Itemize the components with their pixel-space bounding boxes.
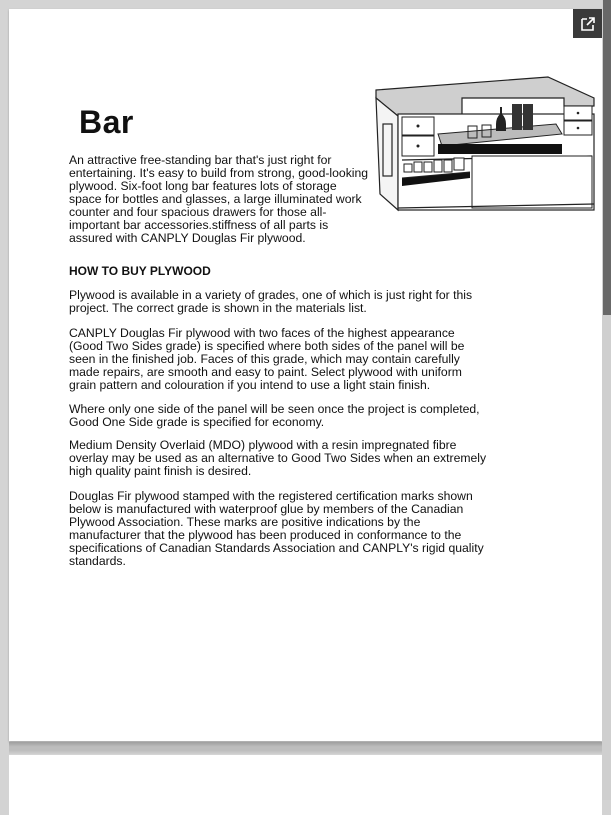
paragraph: CANPLY Douglas Fir plywood with two faces of the highest appearance (Good Two Sides grade) is specified where both sides of the panel will be seen in the finished job. Faces of this grade, which may contain carefully made repairs, are smooth and easy to paint. Select plywood with uniform grain pattern and colouration if you intend to use a light stain finish.	[69, 326, 465, 392]
paragraph: Medium Density Overlaid (MDO) plywood with a resin impregnated fibre overlay may be used as an alternative to Good Two Sides when an extremely high quality paint finish is desired.	[69, 438, 487, 478]
document-title: Bar	[79, 104, 134, 140]
scrollbar-thumb[interactable]	[603, 0, 611, 315]
popout-button[interactable]	[573, 9, 602, 38]
paragraph: Plywood is available in a variety of grades, one of which is just right for this project. The correct grade is shown in the materials list.	[69, 288, 473, 315]
open-in-new-window-icon	[580, 16, 596, 32]
sliding-door	[472, 156, 592, 208]
section-heading: HOW TO BUY PLYWOOD	[69, 264, 211, 278]
page-separator	[9, 742, 602, 754]
scrollbar-track[interactable]	[602, 0, 611, 800]
countertop	[376, 77, 594, 116]
bottle	[512, 104, 522, 130]
intro-paragraph: An attractive free-standing bar that's just right for entertaining. It's easy to build from strong, good-looking plywood. Six-foot long bar features lots of storage space for bottles and glasses, a large illuminated work counter and four spacious drawers for those all-important bar accessories.stiffness of all parts is assured with CANPLY Douglas Fir plywood.	[69, 153, 369, 245]
bottle	[496, 107, 506, 131]
paragraph: Douglas Fir plywood stamped with the registered certification marks shown below is manufactured with waterproof glue by members of the Canadian Plywood Association. These marks are positive indications by the manufacturer that the plywood has been produced in conformance to the specifications of Canadian Standards Association and CANPLY's rigid quality standards.	[69, 489, 484, 568]
bottle	[523, 104, 533, 130]
bar-illustration	[372, 74, 598, 212]
next-page	[9, 755, 602, 815]
side-panel	[376, 98, 398, 210]
paragraph: Where only one side of the panel will be seen once the project is completed, Good One Side grade is specified for economy.	[69, 402, 480, 429]
